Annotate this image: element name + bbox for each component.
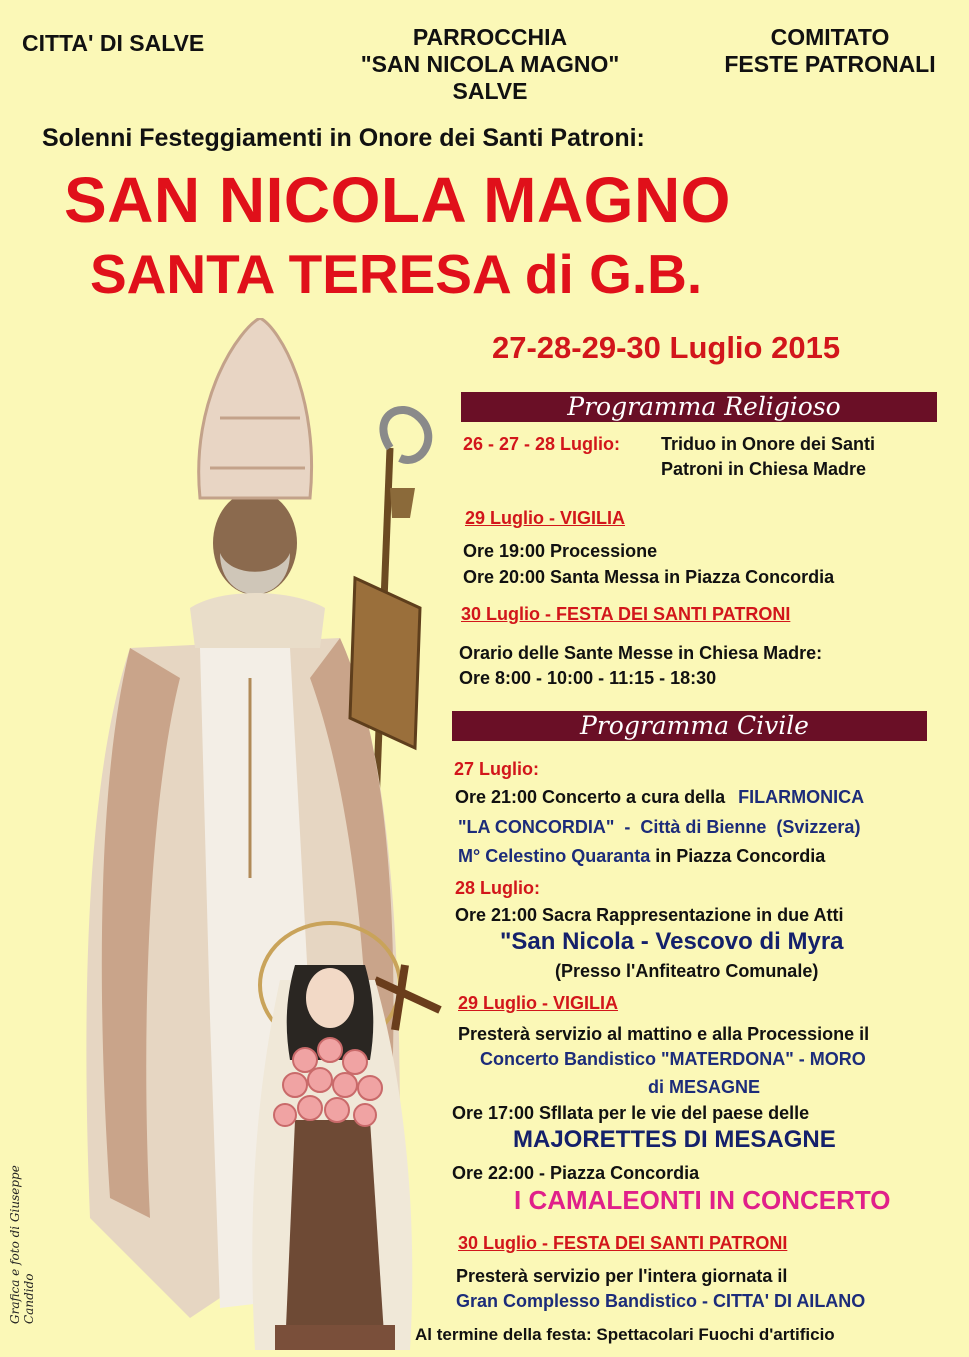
civil-29-line-4: Ore 17:00 Sfllata per le vie del paese delle bbox=[452, 1103, 810, 1123]
subtitle: Solenni Festeggiamenti in Onore dei Santi Patroni: bbox=[42, 124, 645, 152]
civil-30-line-2: Gran Complesso Bandistico - CITTA' DI AILANO bbox=[456, 1291, 866, 1311]
committee-block bbox=[700, 24, 960, 78]
civil-27-line-3b: in Piazza Concordia bbox=[655, 846, 826, 866]
civil-28-line-1: Ore 21:00 Sacra Rappresentazione in due Atti bbox=[455, 905, 844, 925]
religious-feast-line-1: Orario delle Sante Messe in Chiesa Madre: bbox=[459, 643, 823, 663]
religious-vigil-line-2: Ore 20:00 Santa Messa in Piazza Concordia bbox=[463, 567, 835, 587]
religious-program-heading-text: Programma Religioso bbox=[567, 392, 841, 421]
photo-credit: Grafica e foto di Giuseppe Candido bbox=[8, 1165, 36, 1324]
civil-27-line-1b: FILARMONICA bbox=[738, 787, 865, 807]
title-san-nicola: SAN NICOLA MAGNO bbox=[64, 164, 731, 236]
triduo-line-1: Triduo in Onore dei Santi bbox=[661, 434, 876, 454]
civil-29-line-1: Presterà servizio al mattino e alla Processione il bbox=[458, 1024, 870, 1044]
triduo-date: 26 - 27 - 28 Luglio: bbox=[463, 434, 621, 454]
civil-30-title: 30 Luglio - FESTA DEI SANTI PATRONI bbox=[458, 1233, 788, 1253]
parish-line-3: SALVE bbox=[452, 78, 528, 104]
civil-30-line-1: Presterà servizio per l'intera giornata il bbox=[456, 1266, 788, 1286]
civil-29-title: 29 Luglio - VIGILIA bbox=[458, 993, 619, 1013]
civil-29-line-3: di MESAGNE bbox=[648, 1077, 761, 1097]
parish-line-2: "SAN NICOLA MAGNO" bbox=[360, 51, 620, 77]
title-santa-teresa: SANTA TERESA di G.B. bbox=[90, 243, 703, 305]
triduo-line-2: Patroni in Chiesa Madre bbox=[661, 459, 867, 479]
civil-27-line-1 bbox=[455, 786, 864, 808]
committee-line-2: FESTE PATRONALI bbox=[724, 51, 936, 77]
civil-30-line-3: Al termine della festa: Spettacolari Fuochi d'artificio bbox=[415, 1325, 835, 1344]
parish-line-1: PARROCCHIA bbox=[412, 24, 568, 50]
civil-29-line-2: Concerto Bandistico "MATERDONA" - MORO bbox=[480, 1049, 866, 1069]
civil-27-line-1a: Ore 21:00 Concerto a cura della bbox=[455, 787, 726, 807]
civil-28-line-2: "San Nicola - Vescovo di Myra bbox=[500, 928, 844, 955]
civil-29-line-6: Ore 22:00 - Piazza Concordia bbox=[452, 1163, 700, 1183]
religious-vigil-title: 29 Luglio - VIGILIA bbox=[465, 508, 626, 528]
civil-29-line-7: I CAMALEONTI IN CONCERTO bbox=[514, 1185, 891, 1215]
civil-program-heading bbox=[452, 711, 927, 741]
civil-29-line-5: MAJORETTES DI MESAGNE bbox=[513, 1126, 836, 1153]
civil-27-line-3 bbox=[458, 845, 825, 867]
santa-teresa-statue-image bbox=[225, 920, 455, 1350]
festival-dates: 27-28-29-30 Luglio 2015 bbox=[492, 330, 841, 365]
religious-program-heading bbox=[461, 392, 937, 422]
civil-27-title: 27 Luglio: bbox=[454, 759, 539, 779]
religious-feast-line-2: Ore 8:00 - 10:00 - 11:15 - 18:30 bbox=[459, 668, 717, 688]
city-name: CITTA' DI SALVE bbox=[22, 30, 205, 56]
civil-27-line-3a: M° Celestino Quaranta bbox=[458, 846, 651, 866]
parish-block bbox=[310, 24, 670, 105]
religious-vigil-line-1: Ore 19:00 Processione bbox=[463, 541, 658, 561]
civil-28-title: 28 Luglio: bbox=[455, 878, 540, 898]
civil-program-heading-text: Programma Civile bbox=[580, 711, 809, 740]
civil-27-line-2: "LA CONCORDIA" - Città di Bienne (Svizzera) bbox=[458, 817, 861, 837]
religious-feast-title: 30 Luglio - FESTA DEI SANTI PATRONI bbox=[461, 604, 791, 624]
civil-28-line-3: (Presso l'Anfiteatro Comunale) bbox=[555, 961, 819, 981]
committee-line-1: COMITATO bbox=[770, 24, 890, 50]
triduo-desc bbox=[661, 433, 875, 480]
